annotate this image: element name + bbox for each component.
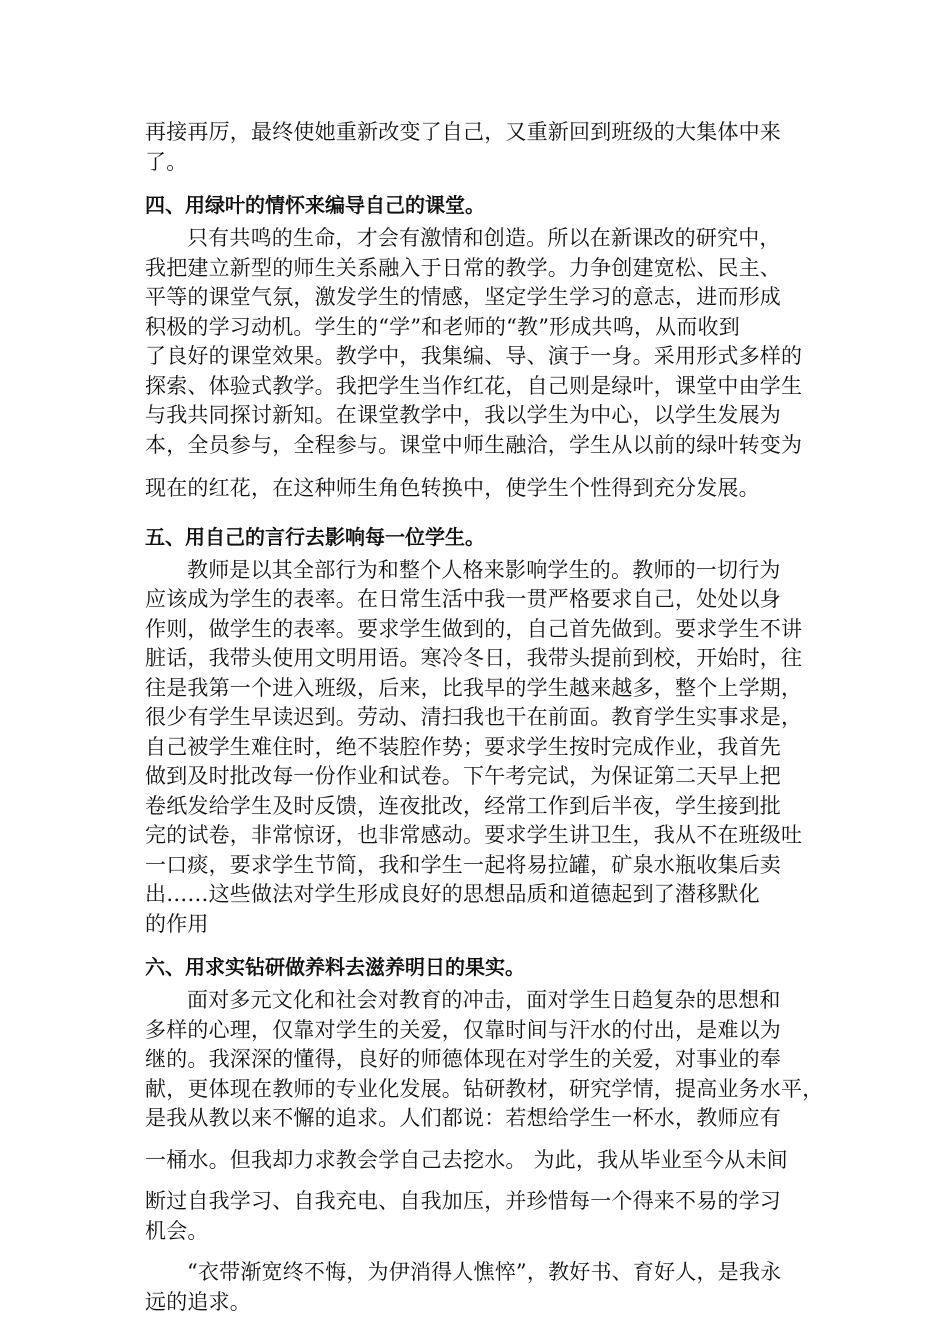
paragraph-line: 再接再厉，最终使她重新改变了自己，又重新回到班级的大集体中来 [145,120,781,144]
paragraph-line: 多样的心理，仅靠对学生的关爱，仅靠时间与汗水的付出，是难以为 [145,1017,781,1042]
paragraph-line: 出……这些做法对学生形成良好的思想品质和道德起到了潜移默化 [145,882,760,906]
paragraph-line: 一口痰，要求学生节简，我和学生一起将易拉罐，矿泉水瓶收集后卖 [145,852,781,877]
paragraph-line: 教师是以其全部行为和整个人格来影响学生的。教师的一切行为 [187,557,781,582]
paragraph-line: 断过自我学习、自我充电、自我加压，并珍惜每一个得来不易的学习 [145,1189,781,1213]
paragraph-line: 献，更体现在教师的专业化发展。钻研教材，研究学情，提高业务水平， [145,1076,824,1101]
paragraph-line: 自己被学生难住时，绝不装腔作势；要求学生按时完成作业，我首先 [145,734,781,759]
paragraph-line: 作则，做学生的表率。要求学生做到的，自己首先做到。要求学生不讲 [145,616,803,641]
section-4-paragraph [145,224,817,504]
paragraph-line: 了。 [145,149,188,174]
paragraph-line: 只有共鸣的生命，才会有激情和创造。所以在新课改的研究中， [187,226,781,250]
paragraph-line: 往是我第一个进入班级，后来，比我早的学生越来越多，整个上学期， [145,675,803,700]
paragraph-line: 远的追求。 [145,1289,251,1314]
paragraph-line: 很少有学生早读迟到。劳动、清扫我也干在前面。教育学生实事求是， [145,705,803,729]
paragraph-line: 卷纸发给学生及时反馈，连夜批改，经常工作到后半夜，学生接到批 [145,793,781,818]
paragraph-line: 积极的学习动机。学生的“学”和老师的“教”形成共鸣，从而收到 [145,314,740,339]
paragraph-line: 机会。 [145,1218,209,1243]
section-6-paragraph [145,986,824,1246]
paragraph-line: 我把建立新型的师生关系融入于日常的教学。力争创建宽松、民主、 [145,255,781,280]
paragraph-line: 与我共同探讨新知。在课堂教学中，我以学生为中心，以学生发展为 [145,403,781,427]
paragraph-line: 的作用 [145,911,209,936]
paragraph-line: 做到及时批改每一份作业和试卷。下午考完试，为保证第二天早上把 [145,764,781,788]
paragraph-line: 面对多元文化和社会对教育的冲击，面对学生日趋复杂的思想和 [187,988,781,1012]
section-4-heading: 四、用绿叶的情怀来编导自己的课堂。 [145,193,485,217]
paragraph-line: 是我从教以来不懈的追求。人们都说：若想给学生一杯水，教师应有 [145,1106,781,1130]
closing-paragraph [145,1258,817,1317]
paragraph-line: 脏话，我带头使用文明用语。寒冷冬日，我带头提前到校，开始时，往 [145,646,803,670]
paragraph-line: 完的试卷，非常惊讶，也非常感动。要求学生讲卫生，我从不在班级吐 [145,823,803,847]
section-5-paragraph [145,556,817,940]
intro-paragraph [145,118,817,177]
section-6-heading: 六、用求实钻研做养料去滋养明日的果实。 [145,955,525,979]
paragraph-line: “衣带渐宽终不悔，为伊消得人憔悴”，教好书、育好人，是我永 [187,1260,782,1284]
paragraph-line: 现在的红花，在这种师生角色转换中，使学生个性得到充分发展。 [145,476,760,500]
paragraph-line: 一桶水。但我却力求教会学自己去挖水。 为此，我从毕业至今从未间 [145,1147,788,1172]
paragraph-line: 平等的课堂气氛，激发学生的情感，坚定学生学习的意志，进而形成 [145,285,781,309]
paragraph-line: 应该成为学生的表率。在日常生活中我一贯严格要求自己，处处以身 [145,587,781,611]
paragraph-line: 本，全员参与，全程参与。课堂中师生融洽，学生从以前的绿叶转变为 [145,432,803,457]
paragraph-line: 了良好的课堂效果。教学中，我集编、导、演于一身。采用形式多样的 [145,344,803,368]
paragraph-line: 探索、体验式教学。我把学生当作红花，自己则是绿叶，课堂中由学生 [145,373,803,398]
paragraph-line: 继的。我深深的懂得，良好的师德体现在对学生的关爱，对事业的奉 [145,1047,781,1071]
section-5-heading: 五、用自己的言行去影响每一位学生。 [145,524,485,549]
document-page [145,118,824,1317]
